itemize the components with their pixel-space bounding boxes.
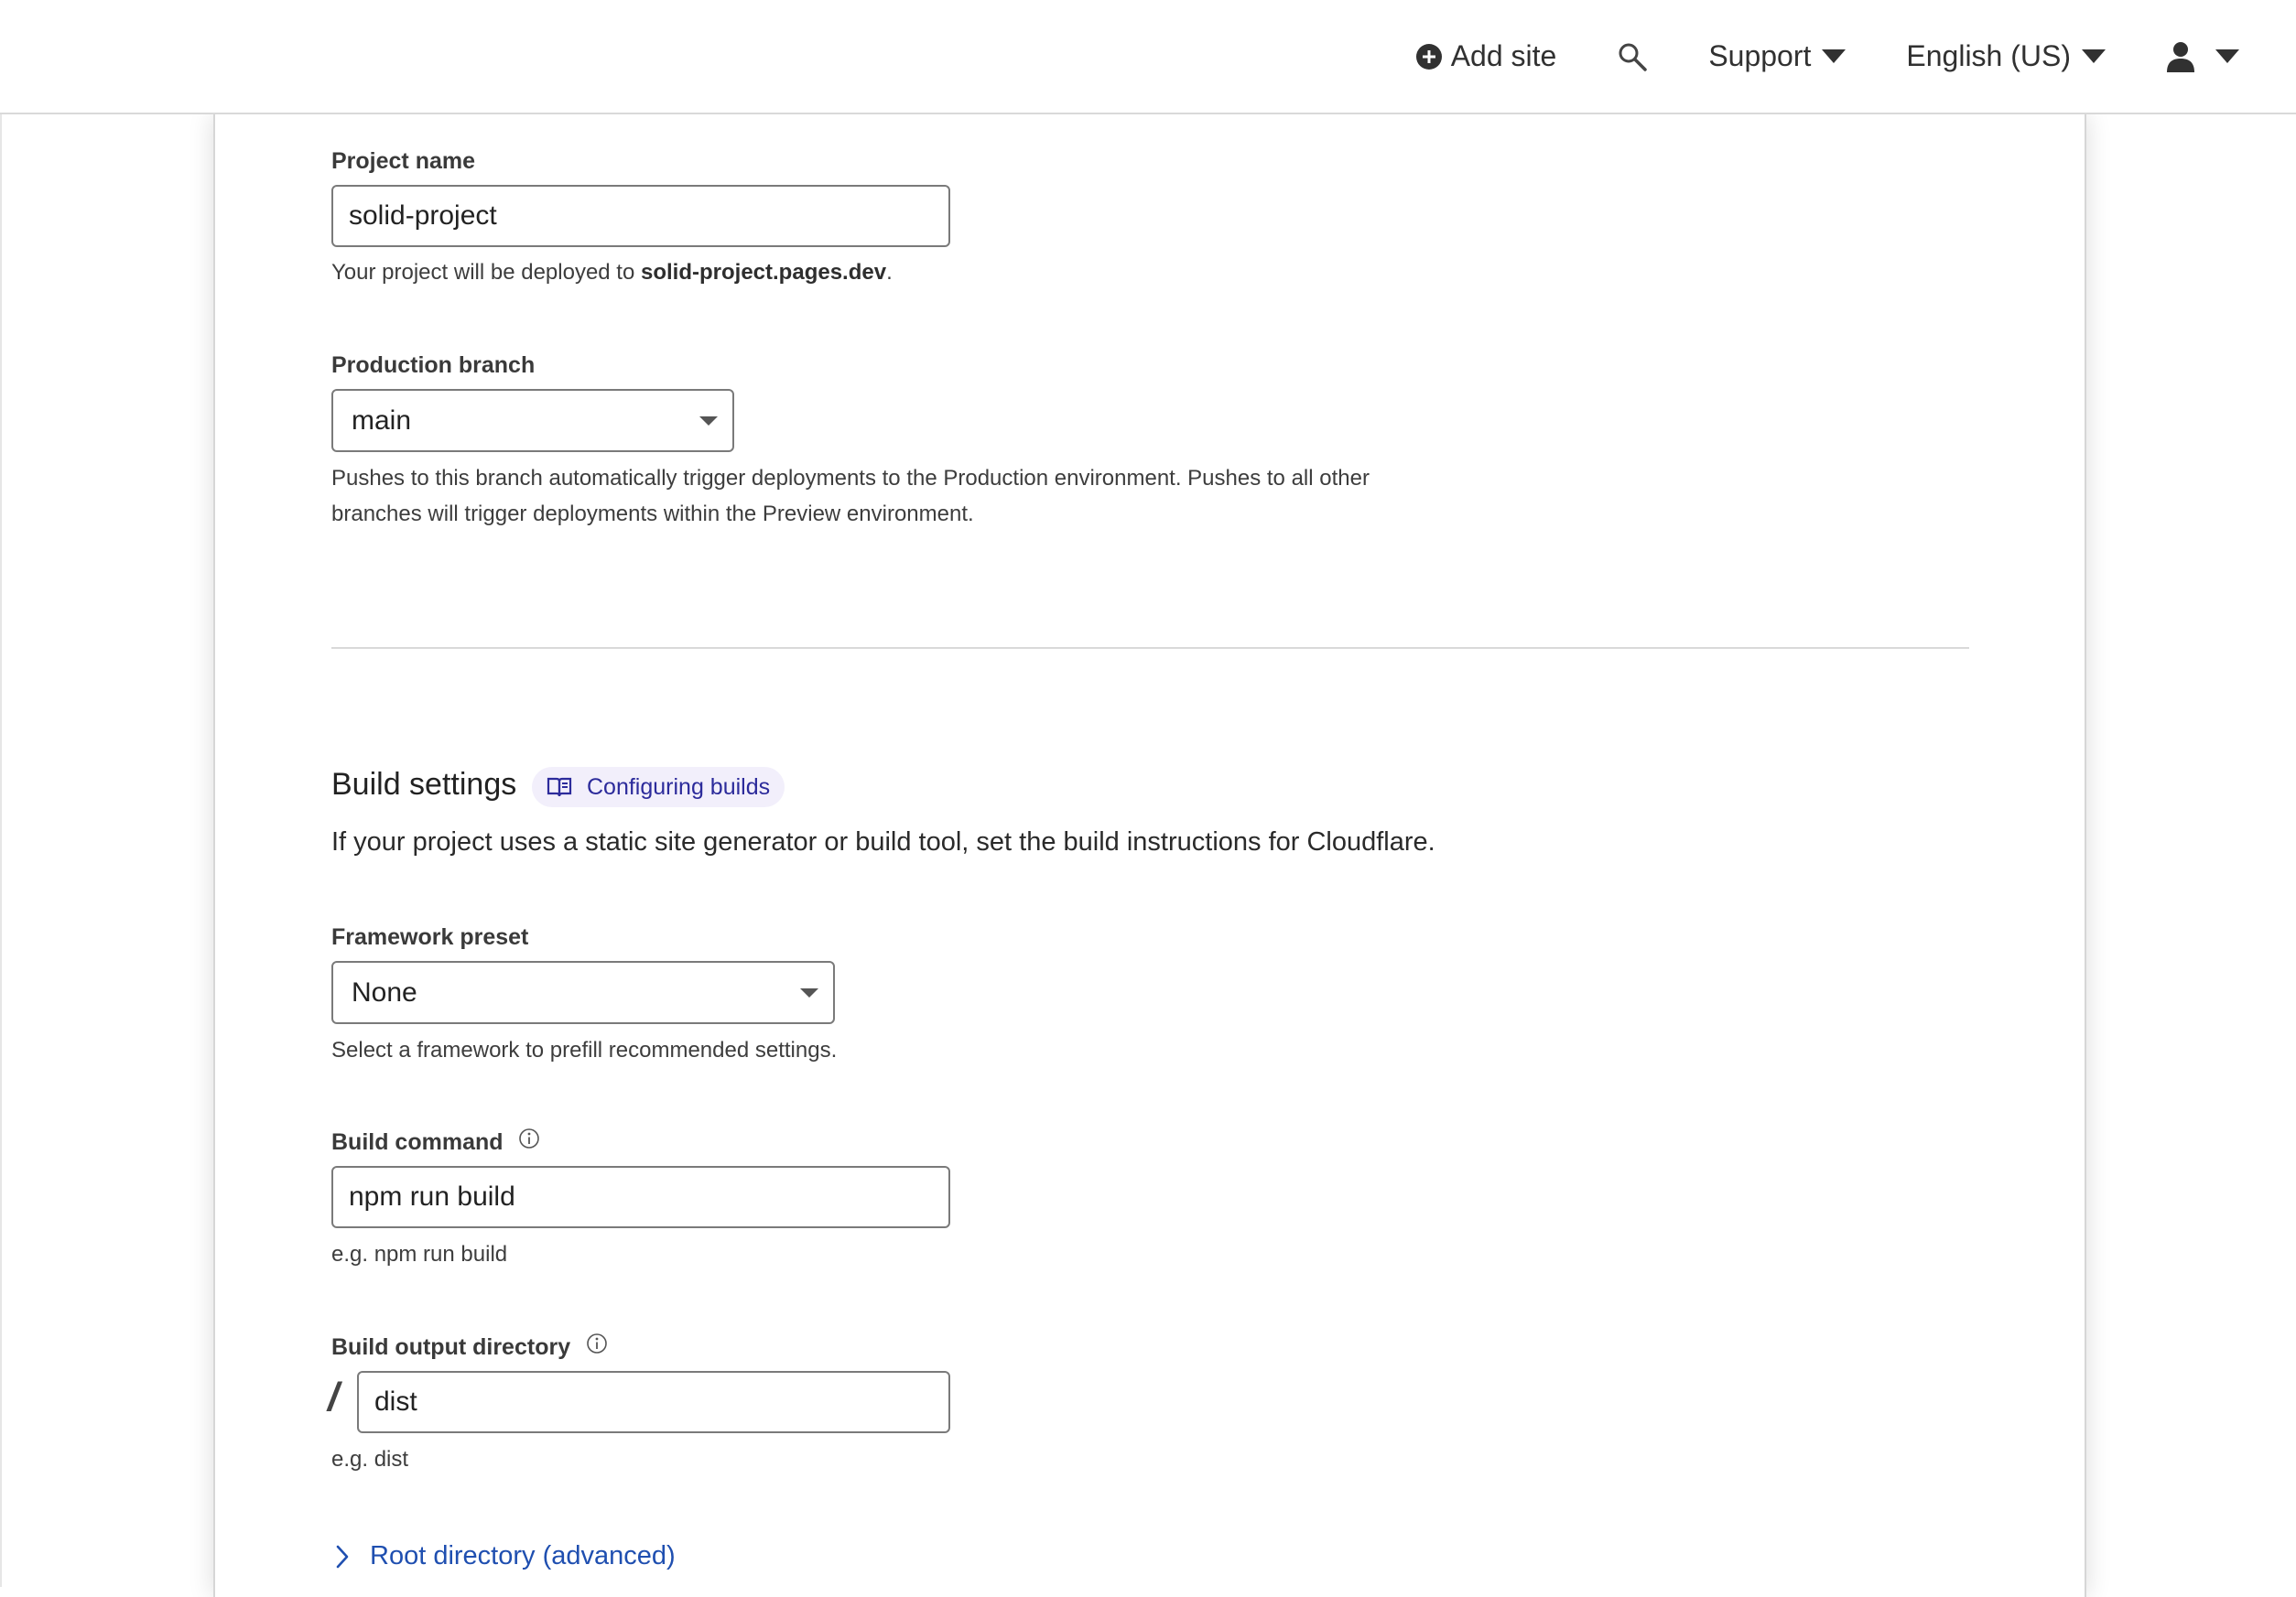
project-name-help-text: Your project will be deployed to xyxy=(331,260,641,285)
add-site-label: Add site xyxy=(1450,39,1557,72)
build-command-input[interactable] xyxy=(331,1166,950,1228)
framework-preset-value: None xyxy=(352,977,417,1008)
account-menu[interactable] xyxy=(2166,41,2239,72)
build-output-directory-value: dist xyxy=(374,1387,417,1417)
production-branch-help-line-1: Pushes to this branch automatically trigger deployments to the Production environment. Pushes to all other xyxy=(331,466,1370,491)
plus-circle-icon xyxy=(1416,44,1442,70)
caret-down-icon xyxy=(800,988,818,998)
info-icon[interactable] xyxy=(518,1128,540,1149)
section-divider xyxy=(331,647,1969,649)
framework-preset-label: Framework preset xyxy=(331,924,529,950)
info-icon[interactable] xyxy=(586,1333,608,1354)
caret-down-icon xyxy=(2082,49,2106,64)
build-settings-title: Build settings xyxy=(331,767,517,802)
framework-preset-select[interactable] xyxy=(331,961,835,1024)
build-command-help: e.g. npm run build xyxy=(331,1242,508,1267)
project-domain: solid-project.pages.dev xyxy=(641,260,887,285)
root-directory-label: Root directory (advanced) xyxy=(370,1541,676,1570)
caret-down-icon xyxy=(699,416,718,426)
root-directory-toggle[interactable] xyxy=(335,1541,676,1571)
search-button[interactable] xyxy=(1617,41,1648,72)
support-menu[interactable] xyxy=(1708,39,1846,73)
configuring-builds-link[interactable] xyxy=(532,767,785,807)
configuring-builds-label: Configuring builds xyxy=(587,773,771,800)
top-navigation-bar xyxy=(0,0,2296,114)
production-branch-select[interactable] xyxy=(331,389,734,452)
support-label: Support xyxy=(1708,39,1812,72)
build-output-directory-label xyxy=(331,1334,608,1361)
build-command-value: npm run build xyxy=(349,1182,515,1212)
framework-preset-help: Select a framework to prefill recommended settings. xyxy=(331,1038,838,1063)
caret-down-icon xyxy=(2215,49,2239,64)
production-branch-help-line-2: branches will trigger deployments within the Preview environment. xyxy=(331,502,974,526)
chevron-right-icon xyxy=(335,1544,350,1570)
project-name-input[interactable] xyxy=(331,185,950,247)
add-site-button[interactable] xyxy=(1416,39,1557,73)
build-output-directory-help: e.g. dist xyxy=(331,1447,409,1472)
build-settings-description: If your project uses a static site generator or build tool, set the build instructions for Cloudflare. xyxy=(331,827,1435,857)
build-output-directory-label-text: Build output directory xyxy=(331,1334,571,1360)
project-name-value: solid-project xyxy=(349,200,497,231)
build-command-label-text: Build command xyxy=(331,1129,504,1155)
user-icon xyxy=(2166,41,2195,72)
project-name-label: Project name xyxy=(331,148,476,174)
project-name-help-suffix: . xyxy=(886,260,893,285)
language-menu[interactable] xyxy=(1906,39,2106,73)
production-branch-label: Production branch xyxy=(331,352,536,378)
production-branch-value: main xyxy=(352,405,412,436)
build-output-directory-input[interactable] xyxy=(357,1371,950,1433)
project-name-help xyxy=(331,254,893,290)
language-label: English (US) xyxy=(1906,39,2071,72)
build-command-label xyxy=(331,1129,540,1156)
path-prefix: / xyxy=(328,1375,340,1419)
search-icon xyxy=(1617,41,1648,72)
book-icon xyxy=(547,776,572,798)
caret-down-icon xyxy=(1822,49,1846,64)
